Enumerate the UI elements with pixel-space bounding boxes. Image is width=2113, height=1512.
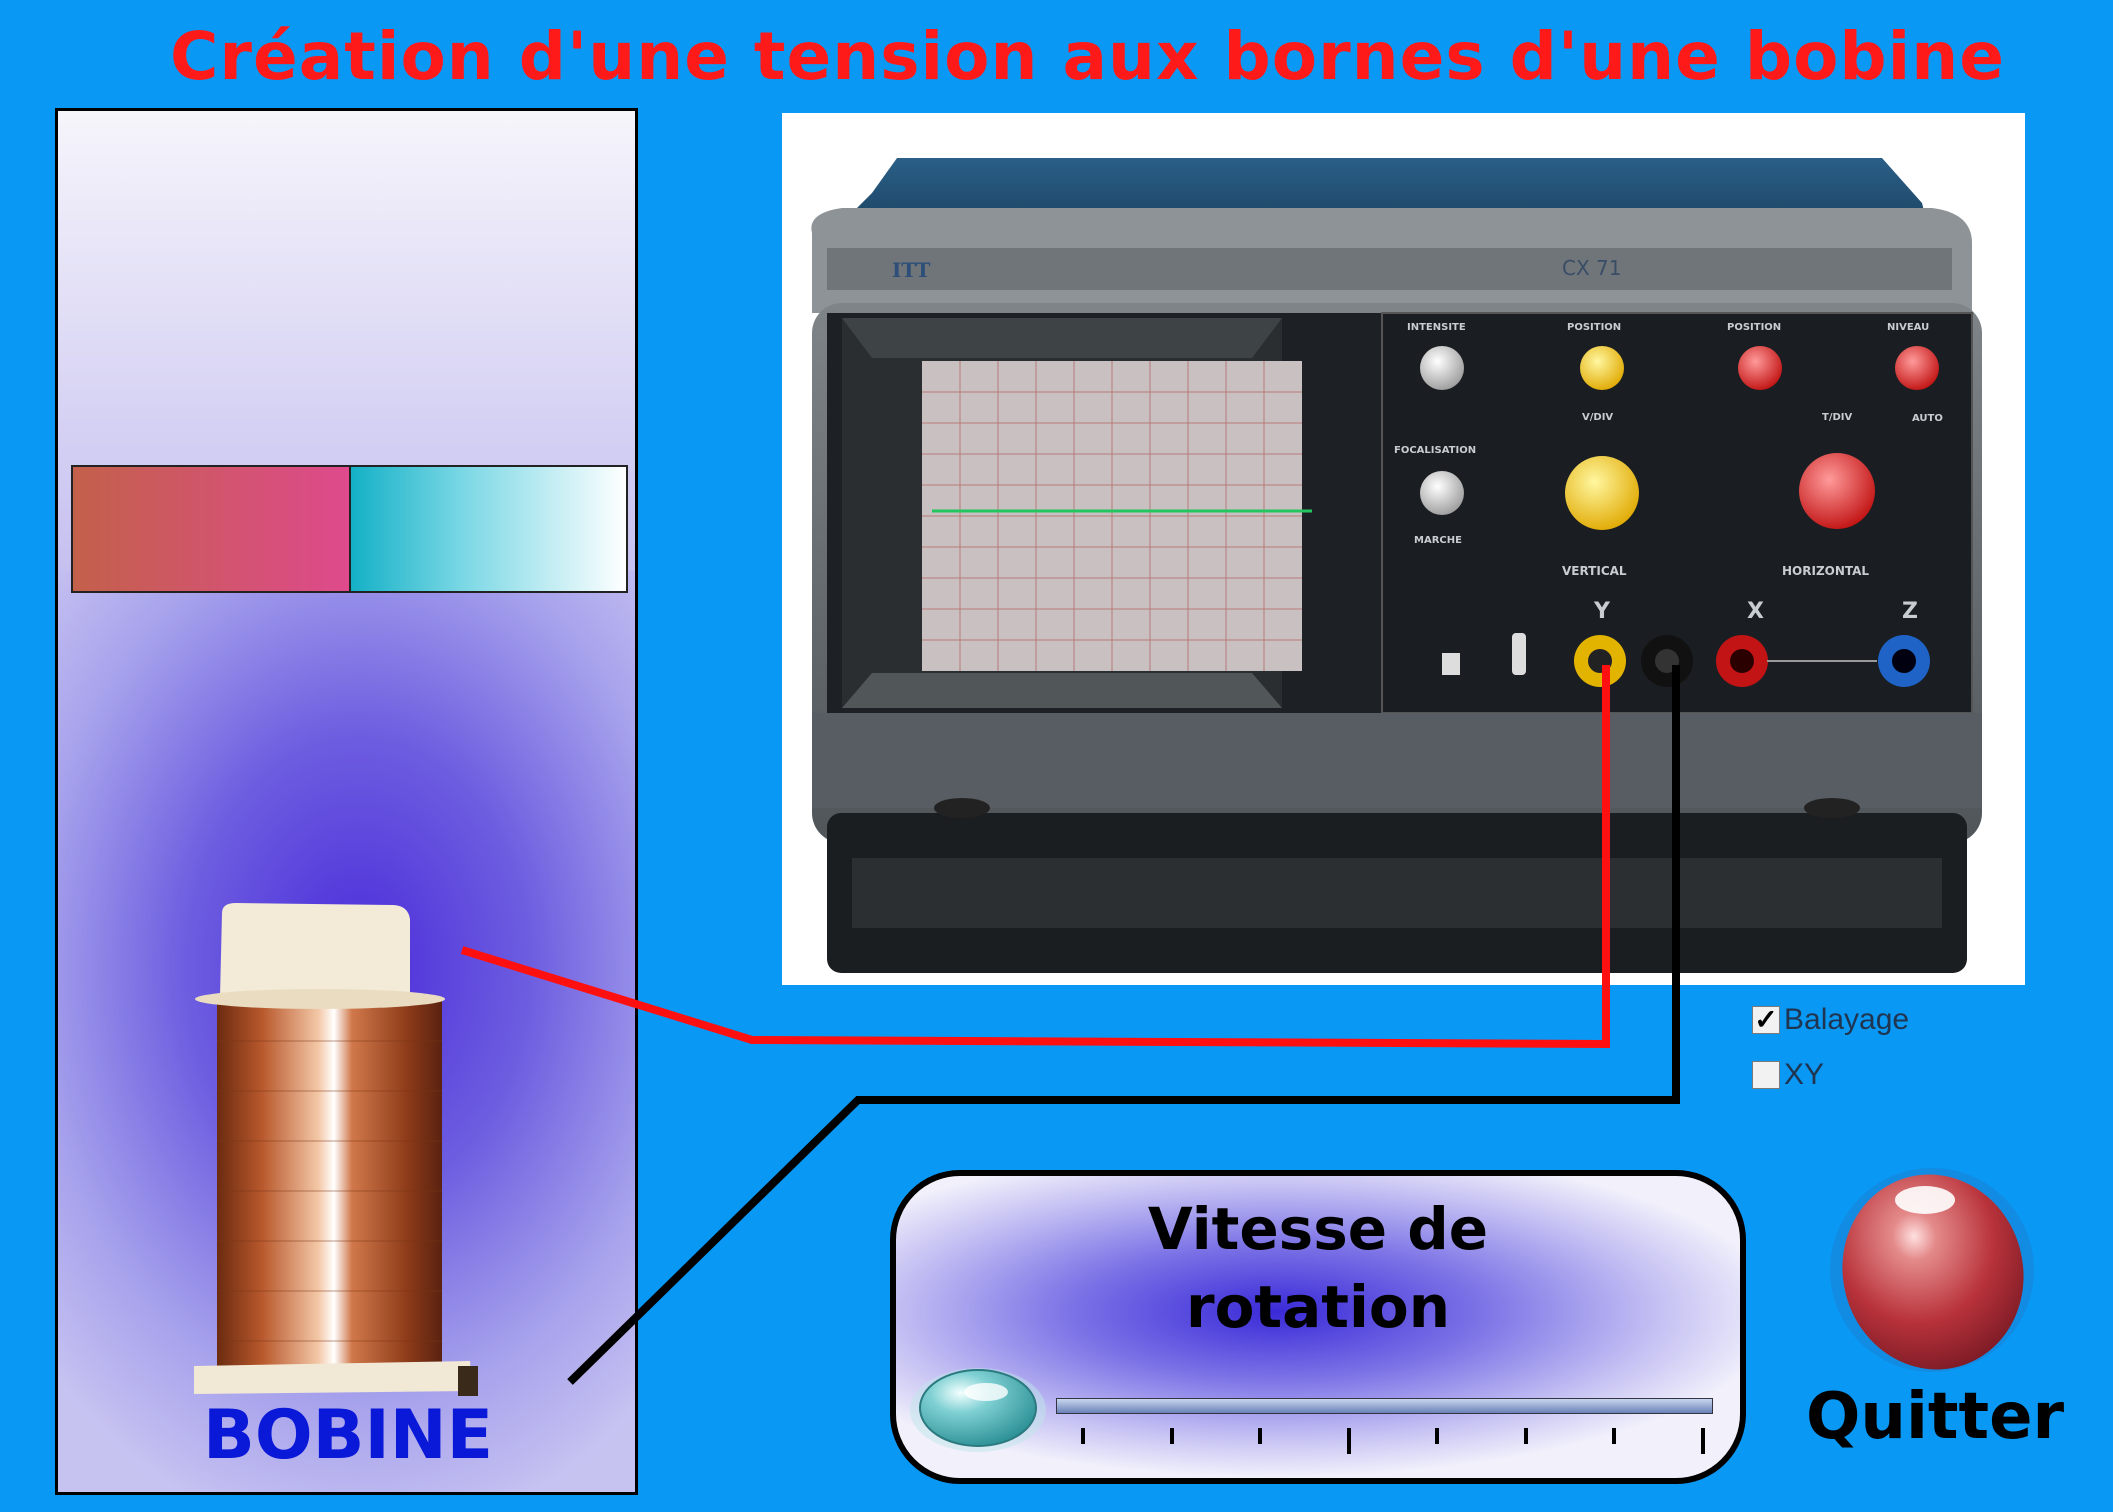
speed-slider-knob[interactable] (908, 1362, 1048, 1454)
speed-title-line2: rotation (1185, 1273, 1451, 1341)
label-position-h: POSITION (1727, 322, 1782, 333)
label-z: Z (1902, 599, 1918, 624)
xy-checkbox[interactable] (1752, 1061, 1780, 1089)
xy-option[interactable] (1752, 1058, 1824, 1092)
oscilloscope (782, 113, 2025, 985)
magnet[interactable] (71, 465, 628, 593)
balayage-checkbox[interactable]: ✓ (1752, 1006, 1780, 1034)
label-horizontal: HORIZONTAL (1782, 564, 1870, 578)
vdiv-knob[interactable] (1565, 456, 1639, 530)
magnet-south-pole (351, 467, 627, 591)
label-vdiv: V/DIV (1582, 412, 1614, 423)
label-y: Y (1594, 599, 1610, 624)
label-x: X (1747, 599, 1764, 624)
tdiv-knob[interactable] (1799, 453, 1875, 529)
label-niveau: NIVEAU (1887, 322, 1930, 333)
coil-panel (55, 108, 638, 1495)
label-intensite: INTENSITE (1407, 322, 1466, 333)
oscilloscope-image (782, 113, 2025, 985)
label-vertical: VERTICAL (1562, 564, 1627, 578)
page-title: Création d'une tension aux bornes d'une bobine (170, 18, 2006, 95)
speed-slider-tick (1612, 1428, 1616, 1444)
speed-slider-tick (1170, 1428, 1174, 1444)
label-tdiv: T/DIV (1822, 412, 1853, 423)
speed-slider-tick (1347, 1428, 1351, 1454)
speed-title (896, 1190, 1740, 1346)
balayage-option[interactable] (1752, 1003, 1909, 1037)
position-v-knob[interactable] (1580, 346, 1624, 390)
quit-label[interactable]: Quitter (1805, 1380, 2065, 1454)
speed-slider-tick (1435, 1428, 1439, 1444)
balayage-label: Balayage (1784, 1003, 1910, 1036)
speed-slider-tick (1524, 1428, 1528, 1444)
speed-slider-tick (1701, 1428, 1705, 1454)
speed-slider-tick (1258, 1428, 1262, 1444)
position-h-knob[interactable] (1738, 346, 1782, 390)
label-auto: AUTO (1912, 413, 1943, 424)
label-position-v: POSITION (1567, 322, 1622, 333)
magnet-north-pole (73, 467, 351, 591)
speed-title-line1: Vitesse de (1147, 1195, 1489, 1263)
intensity-knob[interactable] (1420, 346, 1464, 390)
xy-label: XY (1784, 1058, 1825, 1091)
level-knob[interactable] (1895, 346, 1939, 390)
speed-slider-tick (1081, 1428, 1085, 1444)
coil-label: BOBINE (203, 1396, 494, 1475)
focus-knob[interactable] (1420, 471, 1464, 515)
label-marche: MARCHE (1414, 535, 1462, 546)
speed-panel (890, 1170, 1746, 1484)
quit-button[interactable] (1825, 1160, 2040, 1375)
model-text: CX 71 (1562, 256, 1622, 280)
brand-text: ITT (892, 258, 931, 282)
label-focalisation: FOCALISATION (1394, 445, 1477, 456)
coil-image (180, 891, 480, 1396)
speed-slider-track[interactable] (1056, 1398, 1713, 1414)
